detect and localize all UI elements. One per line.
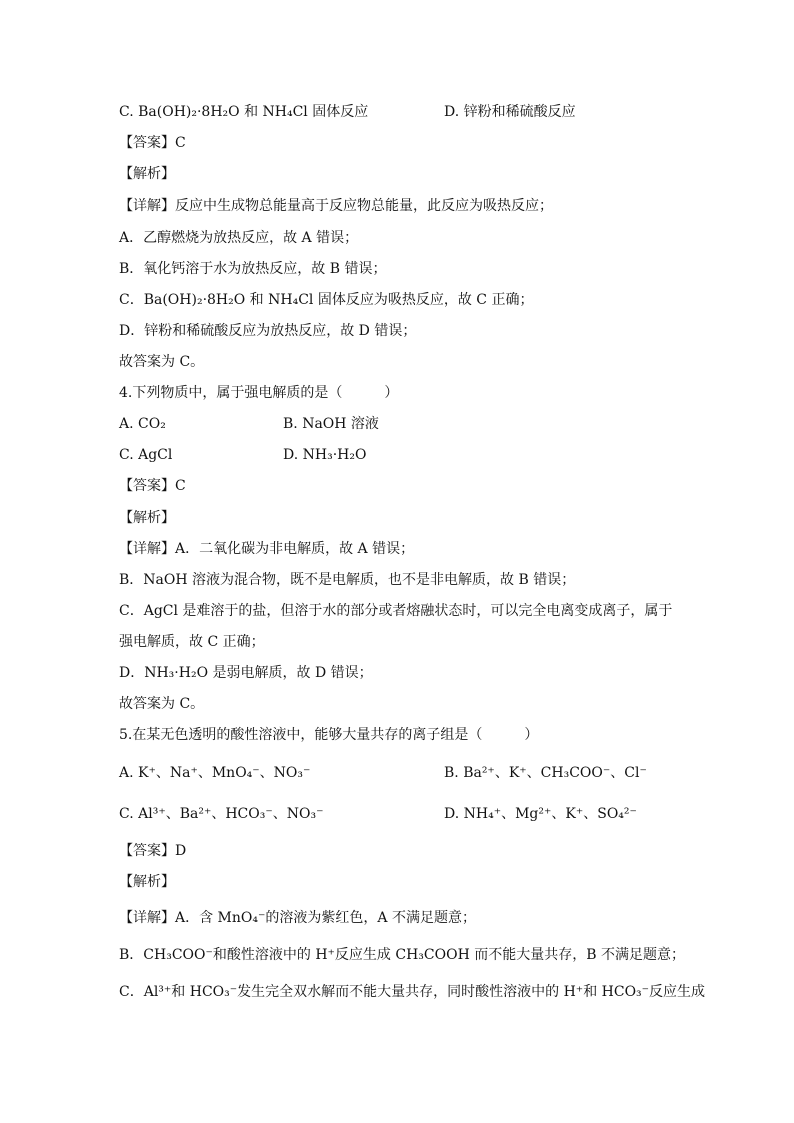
q3-option-c: C. Ba(OH)₂·8H₂O 和 NH₄Cl 固体反应 (119, 104, 369, 120)
q3-detail: 【详解】反应中生成物总能量高于反应物总能量，此反应为吸热反应； (119, 198, 553, 214)
q3-detail-a: A．乙醇燃烧为放热反应，故 A 错误； (119, 230, 359, 246)
q4-detail-c-line1: C．AgCl 是难溶于的盐，但溶于水的部分或者熔融状态时，可以完全电离变成离子，属于 (119, 603, 673, 619)
q3-answer: 【答案】C (119, 135, 186, 151)
q4-detail: 【详解】A．二氧化碳为非电解质，故 A 错误； (119, 541, 415, 557)
q4-final: 故答案为 C。 (119, 696, 205, 712)
q5-option-b: B. Ba²⁺、K⁺、CH₃COO⁻、Cl⁻ (444, 765, 647, 781)
q4-stem: 4.下列物质中，属于强电解质的是（ ） (119, 385, 399, 401)
q4-option-c: C. AgCl (119, 447, 173, 463)
q5-answer: 【答案】D (119, 843, 187, 859)
q4-option-d: D. NH₃·H₂O (283, 447, 367, 463)
q4-answer: 【答案】C (119, 478, 186, 494)
q5-option-d: D. NH₄⁺、Mg²⁺、K⁺、SO₄²⁻ (444, 806, 637, 822)
q4-analysis-heading: 【解析】 (119, 510, 175, 526)
q4-detail-d: D．NH₃·H₂O 是弱电解质，故 D 错误； (119, 665, 373, 681)
q4-option-a: A. CO₂ (119, 416, 166, 432)
q4-detail-c-line2: 强电解质，故 C 正确； (119, 634, 265, 650)
q5-detail-b: B．CH₃COO⁻和酸性溶液中的 H⁺反应生成 CH₃COOH 而不能大量共存，B 不满足题意； (119, 947, 685, 963)
q4-option-b: B. NaOH 溶液 (283, 416, 379, 432)
q3-analysis-heading: 【解析】 (119, 166, 175, 182)
q5-option-c: C. Al³⁺、Ba²⁺、HCO₃⁻、NO₃⁻ (119, 806, 324, 822)
q3-detail-c: C．Ba(OH)₂·8H₂O 和 NH₄Cl 固体反应为吸热反应，故 C 正确； (119, 292, 534, 308)
q3-detail-d: D．锌粉和稀硫酸反应为放热反应，故 D 错误； (119, 323, 417, 339)
q3-final: 故答案为 C。 (119, 354, 205, 370)
q5-analysis-heading: 【解析】 (119, 874, 175, 890)
q5-detail-c: C．Al³⁺和 HCO₃⁻发生完全双水解而不能大量共存，同时酸性溶液中的 H⁺和 HCO₃⁻反应生成 (119, 984, 706, 1000)
q5-stem: 5.在某无色透明的酸性溶液中，能够大量共存的离子组是（ ） (119, 727, 539, 743)
q3-option-d: D. 锌粉和稀硫酸反应 (444, 104, 576, 120)
q4-detail-b: B．NaOH 溶液为混合物，既不是电解质，也不是非电解质，故 B 错误； (119, 572, 576, 588)
q5-detail: 【详解】A．含 MnO₄⁻的溶液为紫红色，A 不满足题意； (119, 910, 476, 926)
q3-detail-b: B．氧化钙溶于水为放热反应，故 B 错误； (119, 261, 387, 277)
q5-option-a: A. K⁺、Na⁺、MnO₄⁻、NO₃⁻ (119, 765, 311, 781)
